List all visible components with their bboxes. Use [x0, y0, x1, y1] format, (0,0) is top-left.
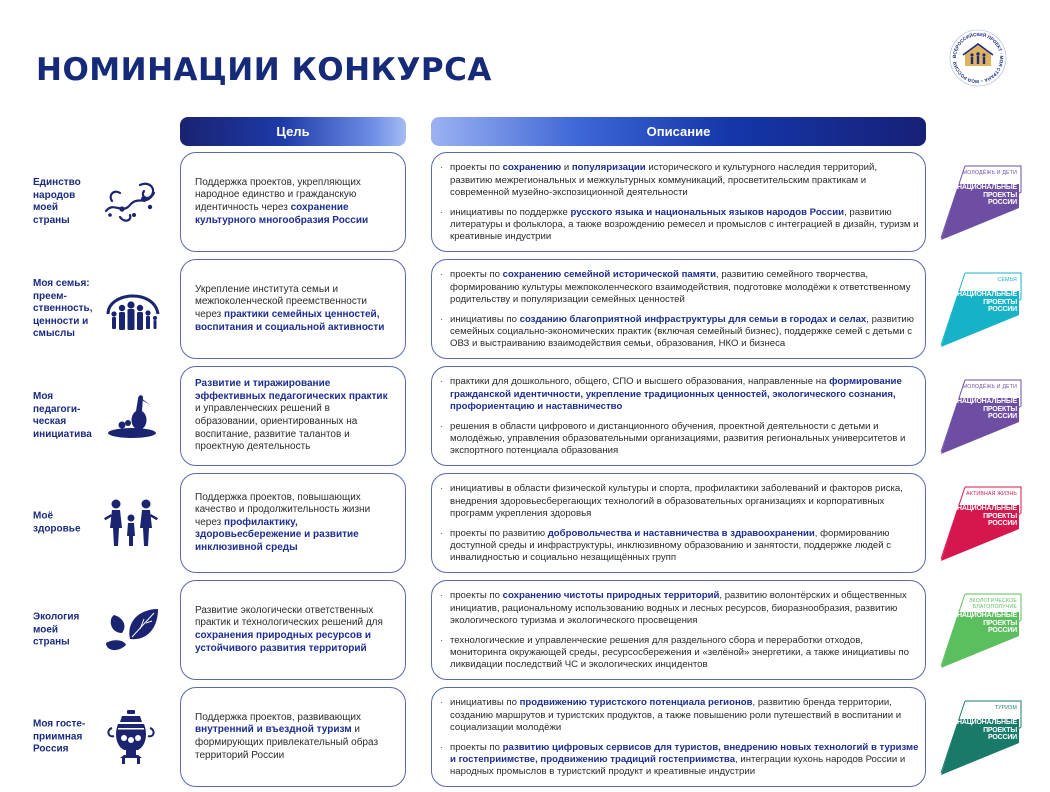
goal-text [195, 284, 395, 334]
bullet-text [450, 421, 919, 458]
national-projects-label-line: РОССИИ [988, 413, 1017, 421]
nomination-row [0, 150, 1050, 254]
description-bullet [440, 697, 919, 734]
goal-card [180, 687, 406, 787]
national-projects-label [957, 291, 1017, 314]
bullet-dot-icon: · [440, 314, 444, 325]
description-text-segment: исторического и культурного наследия территорий, развитию межрегиональных и межкультурных коммуникаций, просветительским практикам и современной музейно-экспозиционной деятельности [450, 162, 878, 198]
bullet-text [450, 376, 919, 413]
project-logo [948, 28, 1008, 88]
description-text-segment: проекты по развитию [450, 528, 548, 539]
description-highlight: созданию благоприятной инфраструктуры для семьи в городах и селах [519, 314, 867, 325]
national-project-topic: МОЛОДЁЖЬ И ДЕТИ [962, 384, 1017, 390]
logo-ring-text: ВСЕРОССИЙСКИЙ ПРОЕКТ · МОЯ СТРАНА – МОЯ РОССИЯ [951, 31, 1005, 85]
description-card [431, 473, 926, 573]
national-project-badge [937, 269, 1029, 349]
bullet-dot-icon: · [440, 742, 444, 753]
national-projects-label [957, 719, 1017, 742]
description-highlight: формирование гражданской идентичности, укрепление традиционных ценностей, экологического сознания, профориентацию и наставничество [450, 376, 902, 412]
description-text-segment: , развитию бренда территории, созданию маршрутов и туристских продуктов, а также повышению роли путешествий в воспитании и социализации молодёжи [450, 697, 902, 733]
national-projects-label-line: РОССИИ [988, 520, 1017, 528]
national-project-badge [937, 590, 1029, 670]
goal-text [195, 378, 395, 454]
goal-card [180, 259, 406, 359]
description-highlight: сохранению семейной исторической памяти [502, 269, 716, 281]
description-text-segment: инициативы по поддержке [450, 207, 571, 218]
description-card [431, 580, 926, 680]
goal-text-segment: и управленческих решений в образовании, ориентированных на воспитание, развитие талантов и проектную деятельность [195, 403, 358, 453]
national-projects-label-line: ПРОЕКТЫ [983, 298, 1017, 306]
nomination-name: Моя педагоги-ческая инициатива [33, 391, 92, 440]
national-projects-label [957, 505, 1017, 528]
nomination-row [0, 685, 1050, 789]
description-card [431, 687, 926, 787]
goal-text-segment: Поддержка проектов, укрепляющих народное единство и гражданскую идентичность через [195, 176, 361, 213]
healthy-people-icon [100, 492, 162, 554]
description-text-segment: решения в области цифрового и дистанционного обучения, проектной деятельности с детьми и молодёжью, управления образовательными организациями, развития региональных университетов и экспортного потенциала образования [450, 421, 906, 457]
description-bullet [440, 528, 919, 565]
goal-text [195, 492, 395, 555]
bullet-text [450, 697, 919, 734]
nomination-name: Моё здоровье [33, 510, 81, 534]
national-projects-label-line: ПРОЕКТЫ [983, 191, 1017, 199]
bullet-dot-icon: · [440, 421, 444, 432]
national-project-badge [937, 162, 1029, 242]
description-card [431, 259, 926, 359]
description-text-segment: инициативы по [450, 697, 520, 709]
national-projects-label-line: РОССИИ [988, 199, 1017, 207]
national-projects-label-line: НАЦИОНАЛЬНЫЕ [956, 291, 1017, 298]
national-project-topic: ЭКОЛОГИЧЕСКОЕ БЛАГОПОЛУЧИЕ [968, 598, 1017, 610]
description-text-segment: , формированию доступной среды и инфраструктуры, инклюзивному образованию и занятости, поддержке людей с инвалидностью и социально незащищённых групп [450, 528, 892, 564]
description-bullet [440, 314, 919, 351]
national-project-topic: АКТИВНАЯ ЖИЗНЬ [966, 491, 1017, 497]
description-text-segment: и [561, 162, 572, 174]
bullet-text [450, 483, 919, 520]
bullet-dot-icon: · [440, 376, 444, 388]
family-icon [100, 278, 162, 340]
description-highlight: русского языка и национальных языков народов России [570, 207, 845, 218]
national-projects-label-line: РОССИИ [988, 734, 1017, 742]
goal-text-segment: Поддержка проектов, повышающих качество и продолжительность жизни через [195, 491, 371, 528]
column-header-goal: Цель [180, 117, 406, 146]
nomination-row [0, 471, 1050, 575]
description-text-segment: , развитию семейных социально-экономических практик (включая семейный бизнес), поддержке семей с детьми с ОВЗ и выстраиванию взаимодействия семьи, образования, НКО и бизнеса [450, 314, 914, 350]
description-highlight: добровольчества и наставничества в здравоохранении [547, 528, 815, 539]
national-projects-label-line: НАЦИОНАЛЬНЫЕ [956, 719, 1017, 726]
description-card [431, 366, 926, 466]
description-bullet [440, 590, 919, 627]
description-bullet [440, 162, 919, 199]
goal-highlight: профилактику, здоровьесбережение и развитие инклюзивной среды [195, 516, 359, 553]
page-title: НОМИНАЦИИ КОНКУРСА [36, 52, 492, 88]
description-bullet [440, 207, 919, 244]
bullet-text [450, 162, 919, 199]
bullet-dot-icon: · [440, 483, 444, 495]
goal-text-segment: Укрепление института семьи и межпоколенческой преемственности через [195, 283, 368, 320]
description-highlight: сохранению [502, 162, 562, 174]
folk-ornament-icon [100, 171, 162, 233]
goal-card [180, 580, 406, 680]
bullet-dot-icon: · [440, 590, 444, 602]
nomination-name: Единство народов моей страны [33, 177, 81, 226]
column-header-description: Описание [431, 117, 926, 146]
description-text-segment: , развитию волонтёрских и общественных инициатив, рациональному использованию водных и лесных ресурсов, биоразнообразия, развитию экологического туризма и экологического просвещения [450, 590, 907, 626]
description-bullet [440, 421, 919, 458]
description-bullet [440, 742, 919, 779]
national-projects-label-line: ПРОЕКТЫ [983, 405, 1017, 413]
national-project-badge [937, 483, 1029, 563]
national-project-badge [937, 697, 1029, 777]
description-bullet [440, 269, 919, 306]
national-project-topic: ТУРИЗМ [994, 705, 1017, 711]
goal-highlight: внутренний и въездной туризм [195, 724, 352, 736]
description-bullet [440, 483, 919, 520]
national-projects-label [957, 398, 1017, 421]
goal-card [180, 473, 406, 573]
description-text-segment: инициативы в области физической культуры и спорта, профилактики заболеваний и факторов риска, внедрения здоровьесберегающих технологий в образовательных организациях и корпоративных программ укрепления здоровья [450, 483, 903, 519]
description-text-segment: проекты по [450, 162, 503, 174]
samovar-icon [100, 706, 162, 768]
bullet-dot-icon: · [440, 269, 444, 281]
bullet-text [450, 314, 919, 351]
description-text-segment: проекты по [450, 742, 503, 753]
goal-card [180, 366, 406, 466]
national-projects-label-line: ПРОЕКТЫ [983, 726, 1017, 734]
bullet-dot-icon: · [440, 162, 444, 174]
nomination-row [0, 578, 1050, 682]
nomination-name: Экология моей страны [33, 611, 80, 648]
national-projects-label-line: НАЦИОНАЛЬНЫЕ [956, 184, 1017, 191]
goal-highlight: Развитие и тиражирование эффективных педагогических практик [195, 378, 388, 402]
description-text-segment: , развитию семейного творчества, формированию культуры межпоколенческого взаимодействия, подготовке молодёжи к ответственному родительству и популяризации семейных ценностей [450, 269, 911, 305]
description-card [431, 152, 926, 252]
moya-strana-logo-icon [948, 28, 1008, 88]
national-projects-label-line: НАЦИОНАЛЬНЫЕ [956, 398, 1017, 405]
description-highlight: сохранению чистоты природных территорий [502, 590, 720, 602]
national-projects-label-line: НАЦИОНАЛЬНЫЕ [956, 612, 1017, 619]
goal-text-segment: Поддержка проектов, развивающих [195, 711, 362, 723]
national-projects-label-line: ПРОЕКТЫ [983, 619, 1017, 627]
national-project-topic: МОЛОДЁЖЬ И ДЕТИ [962, 170, 1017, 176]
national-projects-label-line: РОССИИ [988, 627, 1017, 635]
goal-text [195, 712, 395, 762]
description-highlight: продвижению туристского потенциала регионов [519, 697, 753, 709]
goal-text-segment: и формирующих привлекательный образ территорий России [195, 724, 379, 761]
description-bullet [440, 635, 919, 672]
nomination-name: Моя семья: преем-ственность, ценности и смыслы [33, 277, 93, 339]
description-highlight: популяризации [571, 162, 646, 174]
description-text-segment: технологические и управленческие решения для раздельного сбора и переработки отходов, мониторинга окружающей среды, ресурсосбережения и «зелёной» энергетики, а также инициативы по ликвидации последствий ЧС и экологических инцидентов [450, 635, 909, 671]
national-projects-label [957, 612, 1017, 635]
national-projects-label-line: ПРОЕКТЫ [983, 512, 1017, 520]
goal-text-segment: Развитие экологически ответственных практик и технологических решений для [195, 604, 383, 629]
goal-card [180, 152, 406, 252]
bullet-text [450, 269, 919, 306]
description-text-segment: проекты по [450, 269, 503, 281]
stork-nest-icon [100, 385, 162, 447]
bullet-text [450, 528, 919, 565]
nomination-name: Моя госте-приимная Россия [33, 718, 86, 755]
nomination-row [0, 257, 1050, 361]
bullet-text [450, 590, 919, 627]
national-projects-label-line: НАЦИОНАЛЬНЫЕ [956, 505, 1017, 512]
bullet-dot-icon: · [440, 697, 444, 709]
goal-highlight: сохранения природных ресурсов и устойчивого развития территорий [195, 630, 372, 654]
national-project-topic: СЕМЬЯ [997, 277, 1017, 283]
description-text-segment: , развитию литературы и фольклора, а также возрождению ремесел и промыслов с интеграцией в дизайн, туризм и креативные индустрии [450, 207, 919, 243]
description-text-segment: инициативы по [450, 314, 520, 325]
bullet-text [450, 742, 919, 779]
goal-text [195, 605, 395, 655]
description-bullet [440, 376, 919, 413]
goal-highlight: практики семейных ценностей, воспитания и социальной активности [195, 309, 385, 333]
bullet-dot-icon: · [440, 635, 444, 646]
description-text-segment: практики для дошкольного, общего, СПО и высшего образования, направленные на [450, 376, 830, 388]
bullet-dot-icon: · [440, 207, 444, 218]
goal-highlight: сохранение культурного многообразия России [195, 202, 369, 226]
goal-text [195, 177, 395, 227]
nomination-row [0, 364, 1050, 468]
leaves-icon [100, 599, 162, 661]
national-projects-label [957, 184, 1017, 207]
bullet-text [450, 207, 919, 244]
bullet-text [450, 635, 919, 672]
description-text-segment: проекты по [450, 590, 503, 602]
description-text-segment: , интеграции кухонь народов России и народных промыслов в туристский продукт и креативные индустрии [450, 754, 906, 778]
bullet-dot-icon: · [440, 528, 444, 539]
national-projects-label-line: РОССИИ [988, 306, 1017, 314]
description-highlight: развитию цифровых сервисов для туристов, внедрению новых технологий в туризме и гостеприимстве, продвижению традиций гостеприимства [450, 742, 919, 766]
national-project-badge [937, 376, 1029, 456]
